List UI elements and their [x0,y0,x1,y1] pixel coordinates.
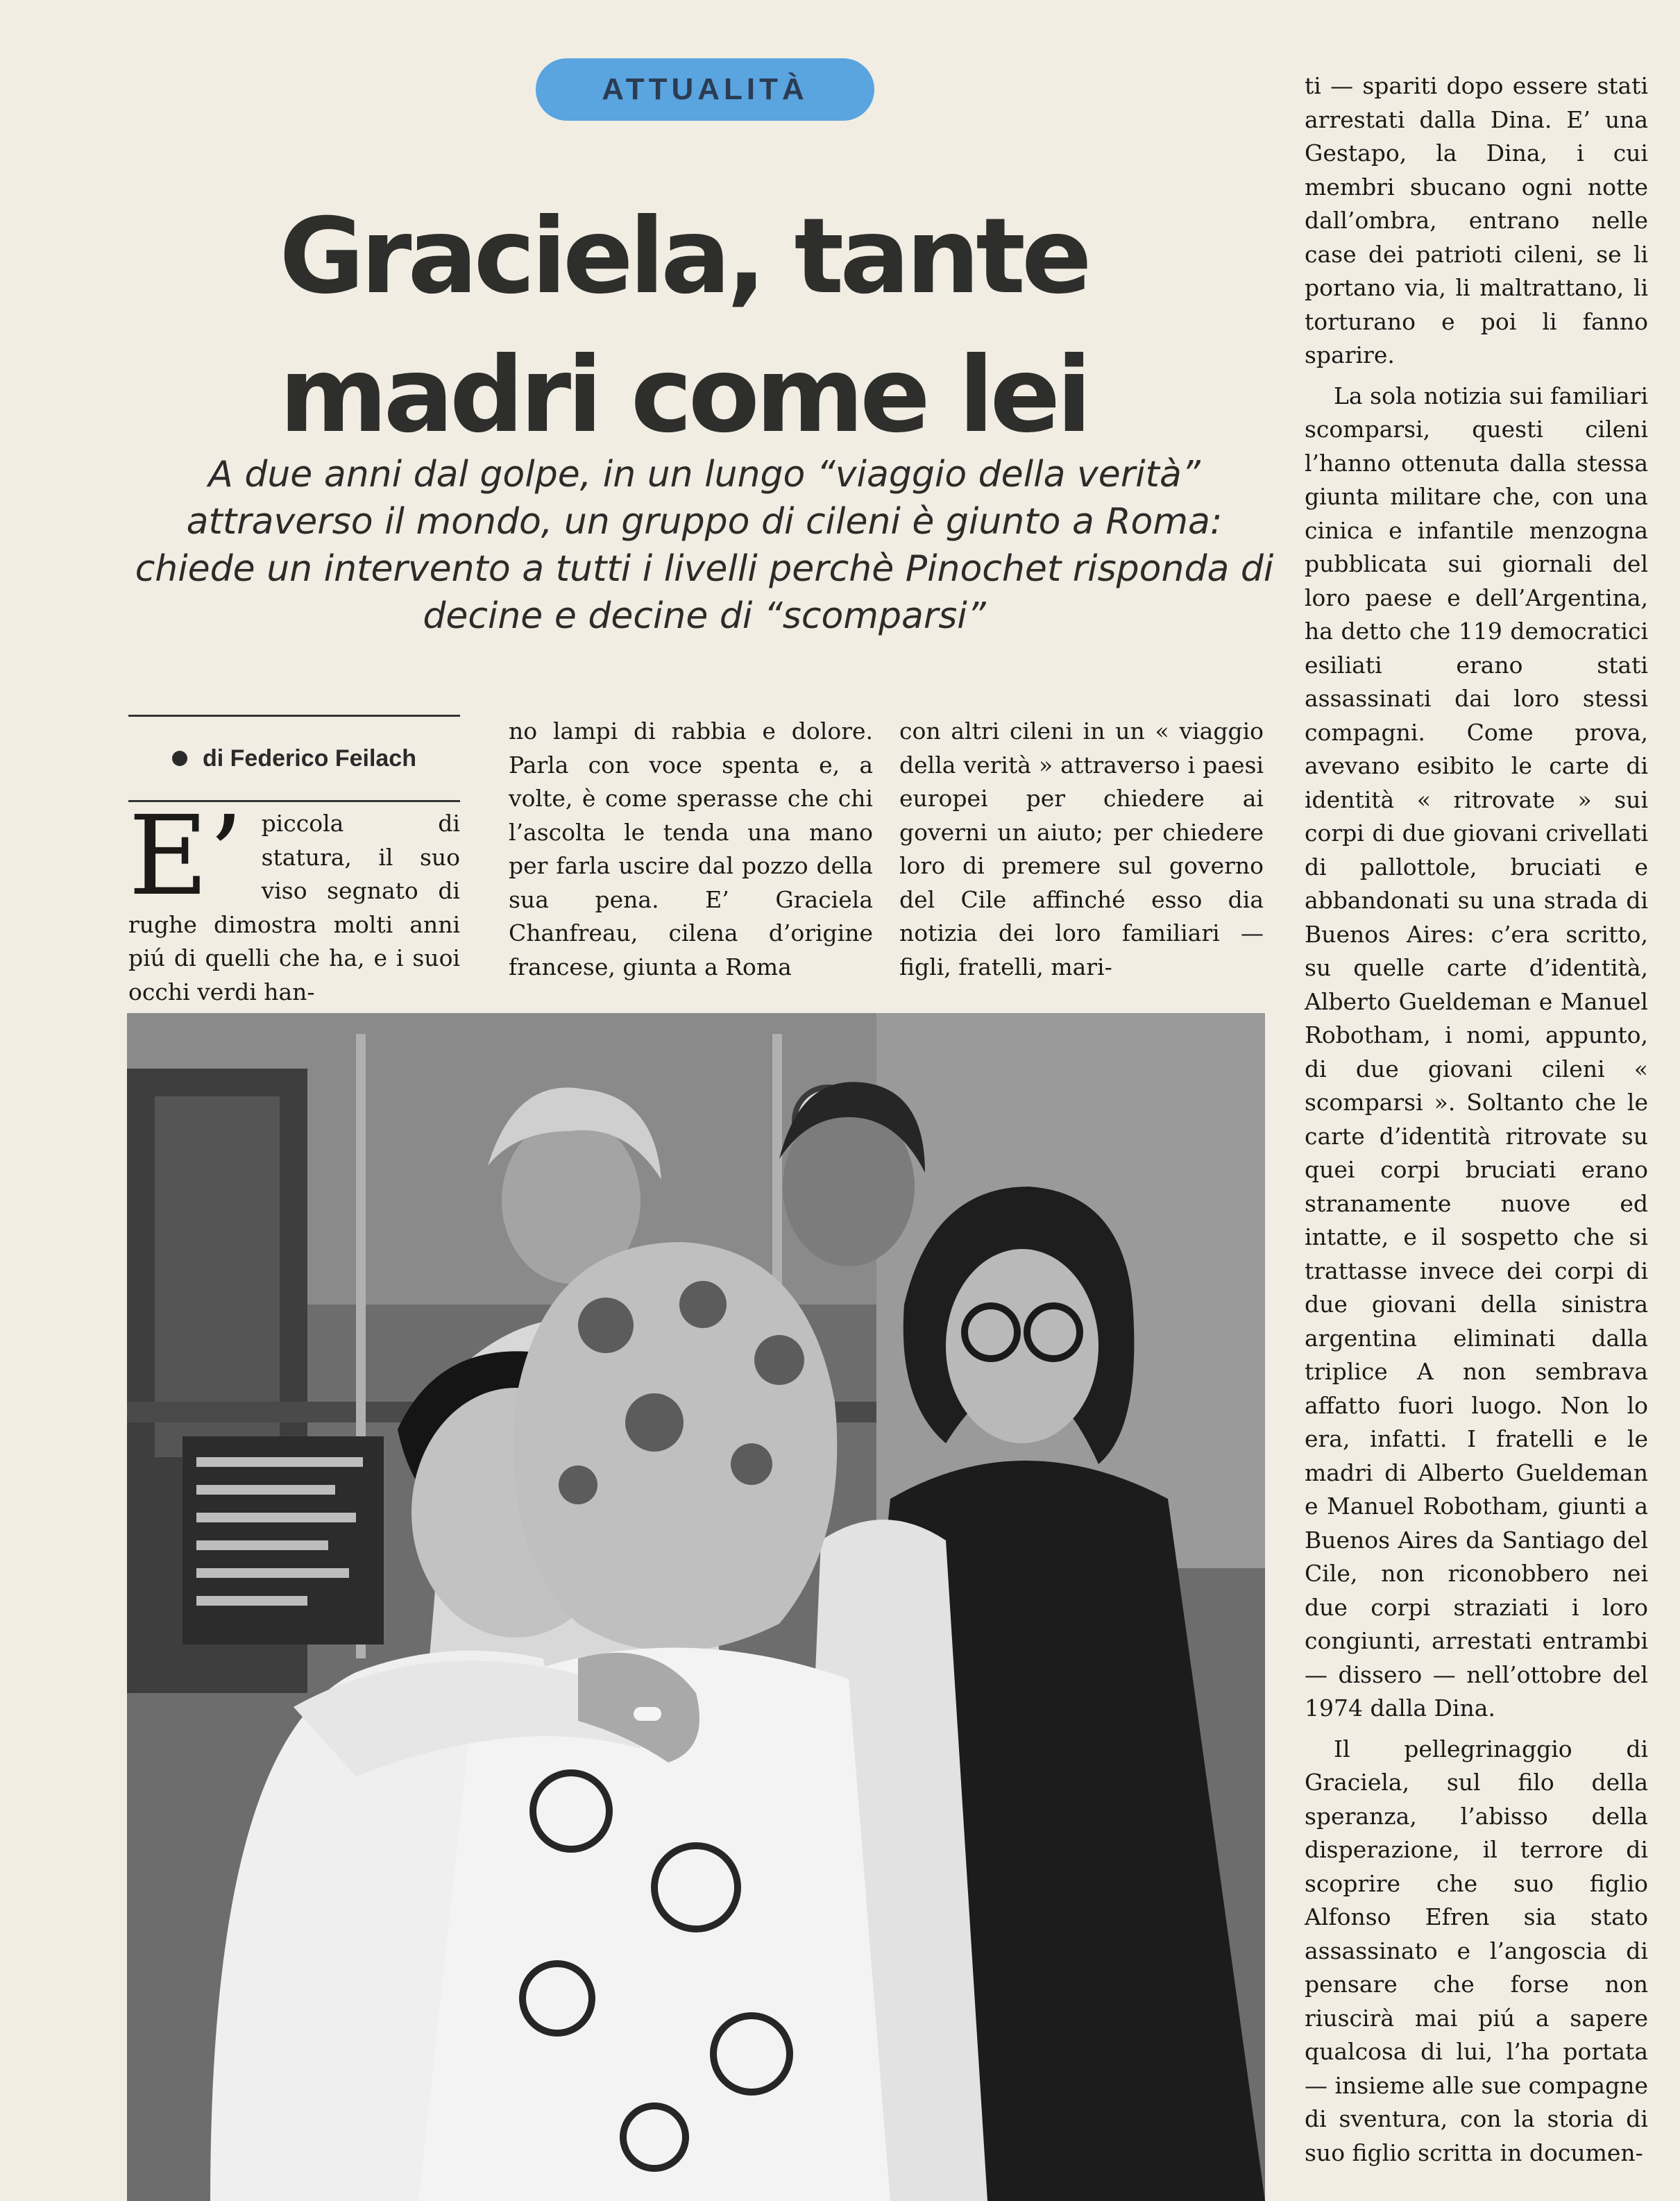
deck-subtitle: A due anni dal golpe, in un lungo “viaggio della verità” attraverso il mondo, un gruppo di cileni è giunto a Roma: chiede un intervento a tutti i livelli perchè Pinochet risponda di decine e decine di “scomparsi” [135,454,1274,637]
column-4-paragraph: Il pellegrinaggio di Graciela, sul filo della speranza, l’abisso della disperazione, il terrore di scoprire che suo figlio Alfonso Efren sia stato assassinato e l’angoscia di pensare che forse non riuscirà mai piú a sapere qualcosa di lui, l’ha portata — insieme alle sue compagne di sventura, con la storia di suo figlio scritta in documen- [1305,1735,1648,2166]
bullet-icon [172,751,187,766]
column-1-text: piccola di statura, il suo viso segnato di rughe dimostra molti anni piú di quelli che ha, e i suoi occhi verdi han- [128,810,460,1005]
column-4-paragraph: La sola notizia sui familiari scomparsi, questi cileni l’hanno ottenuta dalla stessa giunta militare che, con una cinica e infantile menzogna pubblicata sui giornali del loro paese e dell’Argentina, ha detto che 119 democratici esiliati erano stati assassinati dai loro stessi compagni. Come prova, avevano esibito le carte di identità « ritrovate » sui corpi di due giovani crivellati di pallottole, bruciati e abbandonati su una strada di Buenos Aires: c’era scritto, su quelle carte d’identità, Alberto Gueldeman e Manuel Robotham, i nomi, appunto, di due giovani cileni « scomparsi ». Soltanto che le carte d’identità ritrovate su quei corpi bruciati erano stranamente nuove ed intatte, e il sospetto che si trattasse invece dei corpi di due giovani della sinistra argentina eliminati dalla triplice A non sembrava affatto fuori luogo. Non lo era, infatti. I fratelli e le madri di Alberto Gueldeman e Manuel Robotham, giunti a Buenos Aires da Santiago del Cile, non riconobbero nei due corpi straziati i loro congiunti, arrestati entrambi — dissero — nell’ottobre del 1974 dalla Dina. [1305,382,1648,1722]
headline: Graciela, tante madri come lei [279,196,1088,456]
section-tag [536,58,874,121]
drop-cap: E’ [128,792,244,920]
byline-text: di Federico Feilach [203,745,416,772]
news-photograph [127,1013,1265,2201]
column-2-text: no lampi di rabbia e dolore. Parla con voce spenta e, a volte, è come sperasse che chi l’ascolta le tenda una mano per farla uscire dal pozzo della sua pena. E’ Graciela Chanfreau, cilena d’origine francese, giunta a Roma [509,717,873,980]
article-column-3 [899,715,1264,984]
section-label: ATTUALITÀ [602,72,808,106]
article-column-1 [128,792,460,1009]
article-column-4 [1305,69,1648,2179]
article-column-2 [509,715,873,984]
column-3-text: con altri cileni in un « viaggio della verità » attraverso i paesi europei per chiedere ai governi un aiuto; per chiedere loro di premere sul governo del Cile affinché esso dia notizia dei loro familiari — figli, fratelli, mari- [899,717,1264,980]
byline [128,715,460,802]
column-4-paragraph: ti — spariti dopo essere stati arrestati dalla Dina. E’ una Gestapo, la Dina, i cui membri sbucano ogni notte dall’ombra, entrano nelle case dei patrioti cileni, se li portano via, li maltrattano, li torturano e poi li fanno sparire. [1305,72,1648,368]
